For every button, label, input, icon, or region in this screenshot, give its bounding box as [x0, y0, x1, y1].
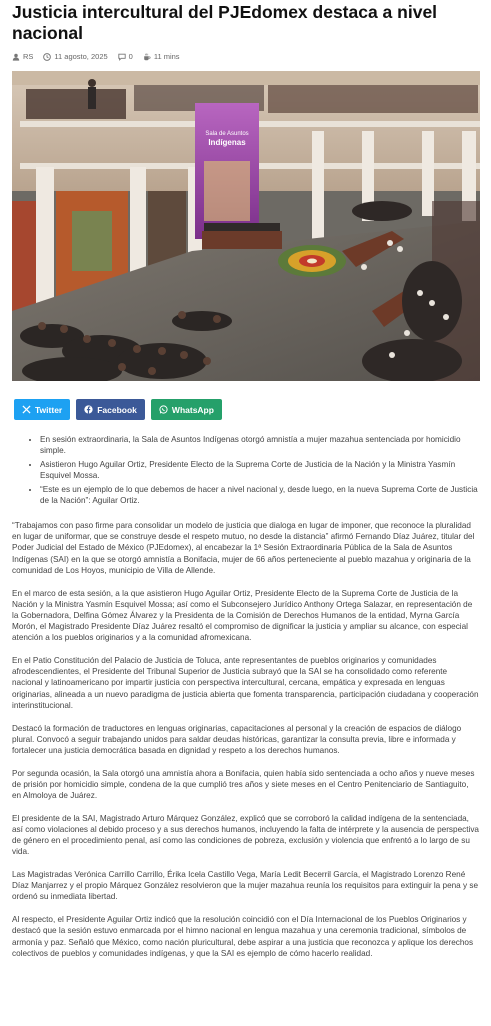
- paragraph: Destacó la formación de traductores en lenguas originarias, capacitaciones al personal y la creación de espacios de diálogo plural. Convocó a seguir trabajando unidos para saldar deudas históricas, garantizar la consulta previa, libre e informada y fortalecer una justicia democrática basada en dignidad y respeto a los derechos humanos.: [12, 723, 462, 755]
- featured-photo: [12, 71, 480, 381]
- share-facebook-button[interactable]: [76, 399, 145, 420]
- publish-date: [43, 52, 107, 61]
- highlights-list: [12, 434, 479, 506]
- highlight-item: • Asistieron Hugo Aguilar Ortiz, Presidente Electo de la Suprema Corte de Justicia de la Nación y la Ministra Yasmín Esquivel Mossa.: [40, 459, 479, 481]
- share-bar: [14, 399, 479, 420]
- comments-count[interactable]: [118, 52, 133, 61]
- paragraph: “Trabajamos con paso firme para consolidar un modelo de justicia que dialoga en lugar de imponer, que reconoce la pluralidad en lugar de uniformar, que se construye desde el respeto mutuo, no desde la distancia” afirmó Fernando Díaz Juárez, titular del Poder Judicial del Estado de México (PJEdomex), al encabezar la 1ª Sesión Extraordinaria Pública de la Sala de Asuntos Indígenas (SAI) en la que se otorgó amnistía a Bonifacia, mujer de 66 años perteneciente al pueblo mazahua y originaria de la comunidad de Los Hoyos, municipio de Villa de Allende.: [12, 521, 475, 575]
- read-time-value: 11 mins: [153, 52, 180, 61]
- highlight-item: • En sesión extraordinaria, la Sala de Asuntos Indígenas otorgó amnistía a mujer mazahua sentenciada por homicidio simple.: [40, 434, 479, 456]
- comments-value: 0: [128, 52, 133, 61]
- x-logo-icon: [22, 405, 31, 414]
- paragraph: En el Patio Constitución del Palacio de Justicia de Toluca, ante representantes de pueblos originarios y comunidades afrodescendientes, el Presidente del Tribunal Superior de Justicia subrayó que la SAI se ha consolidado como referente nacional y latinoamericano por impartir justicia con perspectiva intercultural, cercana, empática y expresada en lenguas originarias, alineada a un nuevo paradigma de justicia abierta que fomenta transparencia, participación ciudadana y cooperación interinstitucional.: [12, 656, 479, 710]
- paragraph: Por segunda ocasión, la Sala otorgó una amnistía ahora a Bonifacia, quien había sido sentenciada a ocho años y nueve meses de prisión por homicidio simple, condena de la que cumplió tres años y siete meses en el Centro Penitenciario de Santiaguito, en Almoloya de Juárez.: [12, 768, 475, 801]
- share-whatsapp-label: WhatsApp: [171, 404, 214, 415]
- share-twitter-button[interactable]: [14, 399, 70, 420]
- photo-illustration: [12, 71, 480, 381]
- banner-line2: Indígenas: [208, 138, 246, 147]
- share-twitter-label: Twitter: [35, 404, 63, 415]
- paragraph: Al respecto, el Presidente Aguilar Ortiz indicó que la resolución coincidió con el Día Internacional de los Pueblos Originarios y destacó que la sesión estuvo enmarcada por el himno nacional en lengua mazahua y una ceremonia tradicional, símbolos de armonía y paz. Señaló que México, como nación pluricultural, debe aspirar a una justicia que reconozca y aplique los derechos colectivos de pueblos y comunidades indígenas, y que la SAI es ejemplo de cómo hacerlo realidad.: [12, 915, 474, 958]
- clock-icon: [43, 53, 51, 61]
- coffee-cup-icon: [143, 53, 151, 61]
- banner-line1: Sala de Asuntos: [205, 131, 249, 137]
- paragraph: Las Magistradas Verónica Carrillo Carrillo, Érika Icela Castillo Vega, María Ledit Becerril García, el Magistrado Lorenzo René Díaz Manjarrez y el propio Márquez González resolvieron que la mujer mazahua reunía los requisitos para extinguir la pena y se ordenó su inmediata libertad.: [12, 870, 479, 902]
- comment-icon: [118, 53, 126, 61]
- author-name: RS: [23, 52, 34, 61]
- date-text: 11 agosto, 2025: [54, 52, 108, 61]
- article-meta: [12, 52, 479, 61]
- paragraph: El presidente de la SAI, Magistrado Arturo Márquez González, explicó que se corroboró la calidad indígena de la sentenciada, así como violaciones al debido proceso y a sus derechos humanos, incluyendo la falta de intérprete y la ausencia de perspectiva de género en el procedimiento penal, así como las condiciones de pobreza, exclusión y violencia que enfrentó a lo largo de su vida.: [12, 813, 479, 857]
- whatsapp-icon: [159, 405, 168, 414]
- paragraph: En el marco de esta sesión, a la que asistieron Hugo Aguilar Ortiz, Presidente Electo de la Suprema Corte de Justicia de la Nación y la Ministra Yasmín Esquivel Mossa; así como el Subconsejero Jurídico Anthony Ortega Salazar, en representación de la Gobernadora, Delfina Gómez Álvarez y la Presidenta de la Comisión de Derechos Humanos de la entidad, Myrna García Morón, el Magistrado Presidente Díaz Juárez resaltó el compromiso de dignificar la justicia y ampliar su alcance, con especial atención a los pueblos originarios y a la comunidad afromexicana.: [12, 588, 473, 643]
- share-facebook-label: Facebook: [97, 404, 137, 415]
- facebook-icon: [84, 405, 93, 414]
- article-title: Justicia intercultural del PJEdomex destaca a nivel nacional: [12, 2, 438, 43]
- highlight-item: • “Este es un ejemplo de lo que debemos de hacer a nivel nacional y, desde luego, en la nueva Suprema Corte de Justicia de la Nación”: Aguilar Ortiz.: [40, 484, 479, 506]
- read-time: [143, 52, 180, 61]
- author[interactable]: [12, 52, 33, 61]
- article-body: [12, 520, 479, 959]
- share-whatsapp-button[interactable]: [151, 399, 222, 420]
- user-icon: [12, 53, 20, 61]
